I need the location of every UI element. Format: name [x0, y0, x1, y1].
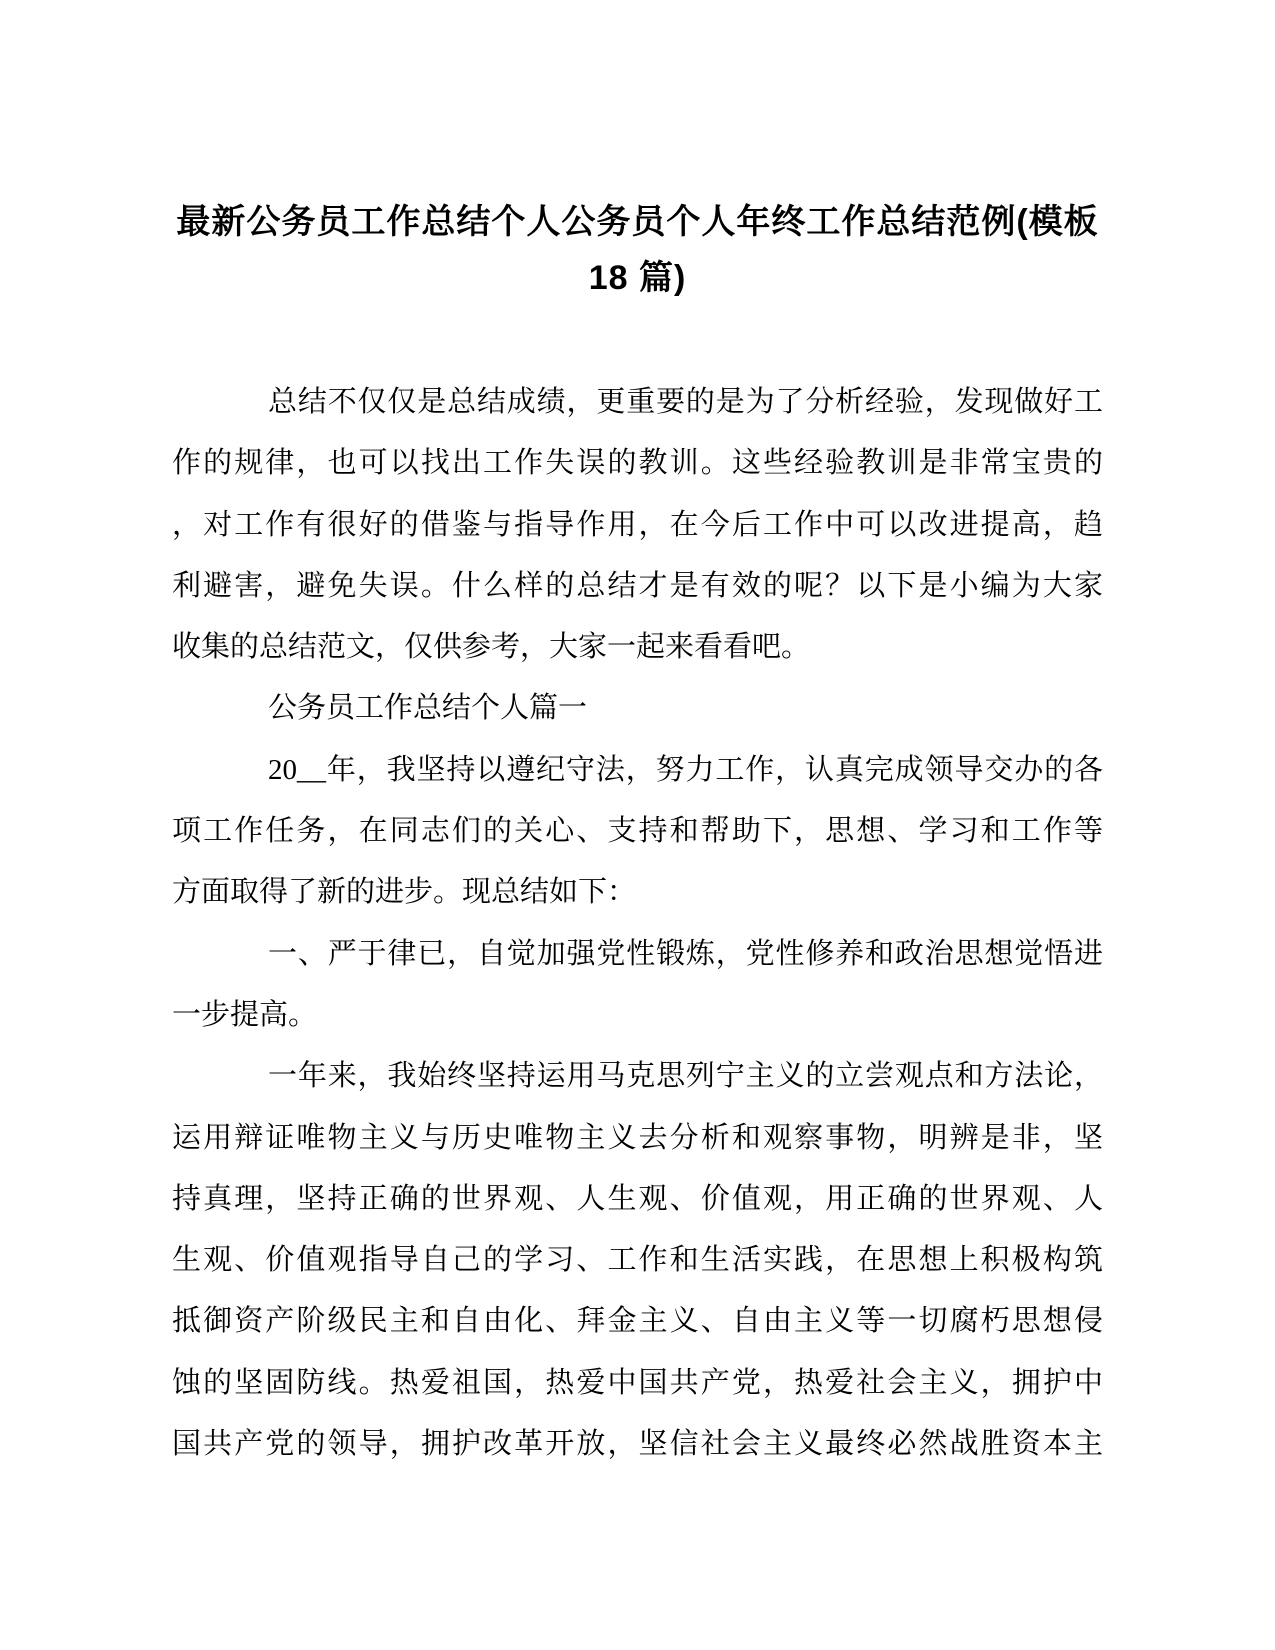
body-line: 蚀的坚固防线。热爱祖国，热爱中国共产党，热爱社会主义，拥护中	[172, 1366, 1103, 1399]
body-line: 国共产党的领导，拥护改革开放，坚信社会主义最终必然战胜资本主	[172, 1428, 1103, 1461]
body-line: 持真理，坚持正确的世界观、人生观、价值观，用正确的世界观、人	[172, 1182, 1103, 1215]
body-line: ，对工作有很好的借鉴与指导作用，在今后工作中可以改进提高，趋	[172, 508, 1103, 541]
body-line: 利避害，避免失误。什么样的总结才是有效的呢？以下是小编为大家	[172, 569, 1103, 602]
body-line: 一步提高。	[172, 998, 318, 1031]
body-line: 一、严于律已，自觉加强党性锻炼，党性修养和政治思想觉悟进	[268, 937, 1103, 970]
body-line: 抵御资产阶级民主和自由化、拜金主义、自由主义等一切腐朽思想侵	[172, 1305, 1103, 1338]
page-title-line-1: 最新公务员工作总结个人公务员个人年终工作总结范例(模板	[176, 203, 1099, 241]
body-line: 总结不仅仅是总结成绩，更重要的是为了分析经验，发现做好工	[268, 386, 1103, 418]
document-body	[172, 372, 1103, 1475]
body-line: 20__年，我坚持以遵纪守法，努力工作，认真完成领导交办的各	[268, 753, 1103, 786]
page-title	[172, 194, 1103, 306]
body-line: 收集的总结范文，仅供参考，大家一起来看看吧。	[172, 631, 811, 664]
body-line: 一年来，我始终坚持运用马克思列宁主义的立尝观点和方法论，	[268, 1060, 1103, 1093]
body-line: 作的规律，也可以找出工作失误的教训。这些经验教训是非常宝贵的	[172, 447, 1103, 480]
body-line: 生观、价值观指导自己的学习、工作和生活实践，在思想上积极构筑	[172, 1244, 1103, 1277]
section-heading: 公务员工作总结个人篇一	[268, 692, 588, 725]
page-title-line-2: 18 篇)	[588, 259, 687, 297]
body-line: 方面取得了新的进步。现总结如下：	[172, 876, 637, 909]
body-line: 运用辩证唯物主义与历史唯物主义去分析和观察事物，明辨是非，坚	[172, 1121, 1103, 1154]
body-line: 项工作任务，在同志们的关心、支持和帮助下，思想、学习和工作等	[172, 815, 1103, 848]
